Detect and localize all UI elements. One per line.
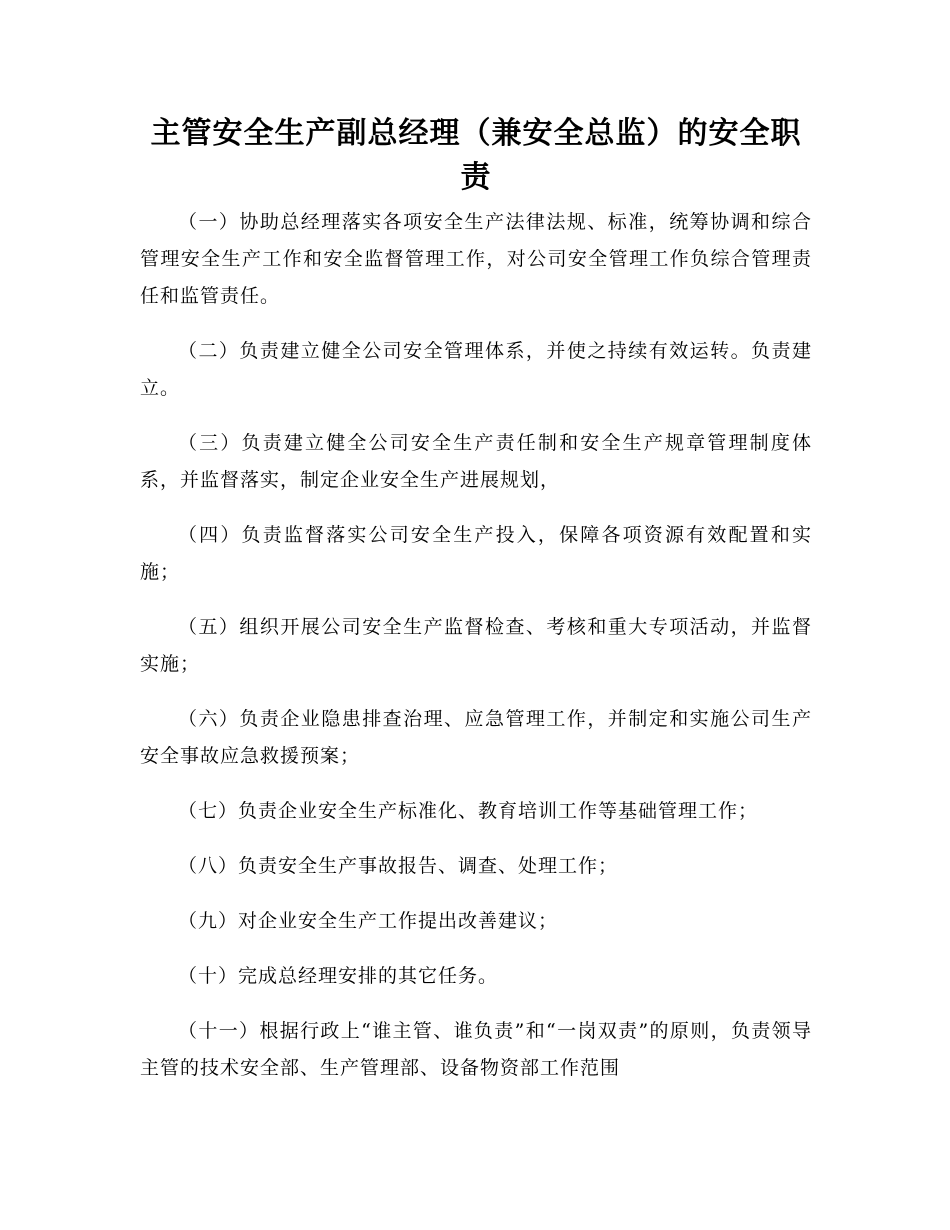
paragraph-8: （八）负责安全生产事故报告、调查、处理工作；	[178, 855, 619, 877]
paragraph-11: （十一）根据行政上“谁主管、谁负责”和“一岗双责”的原则，负责领导主管的技术安全部、生产管理部、设备物资部工作范围	[140, 1020, 812, 1079]
paragraph-4: （四）负责监督落实公司安全生产投入，保障各项资源有效配置和实施；	[140, 524, 812, 583]
paragraph-2: （二）负责建立健全公司安全管理体系，并使之持续有效运转。负责建立。	[140, 340, 812, 399]
paragraph-1: （一）协助总经理落实各项安全生产法律法规、标准，统筹协调和综合管理安全生产工作和安全监督管理工作，对公司安全管理工作负综合管理责任和监管责任。	[140, 211, 812, 307]
paragraph-6: （六）负责企业隐患排查治理、应急管理工作，并制定和实施公司生产安全事故应急救援预案；	[140, 708, 812, 767]
paragraph-7: （七）负责企业安全生产标准化、教育培训工作等基础管理工作；	[178, 800, 759, 822]
document-body	[140, 204, 812, 1105]
paragraph-3: （三）负责建立健全公司安全生产责任制和安全生产规章管理制度体系，并监督落实，制定企业安全生产进展规划，	[140, 432, 812, 491]
paragraph-9: （九）对企业安全生产工作提出改善建议；	[178, 910, 559, 932]
paragraph-5: （五）组织开展公司安全生产监督检查、考核和重大专项活动，并监督实施；	[140, 616, 812, 675]
paragraph-10: （十）完成总经理安排的其它任务。	[178, 965, 499, 987]
document-title: 主管安全生产副总经理（兼安全总监）的安全职责	[150, 116, 802, 195]
